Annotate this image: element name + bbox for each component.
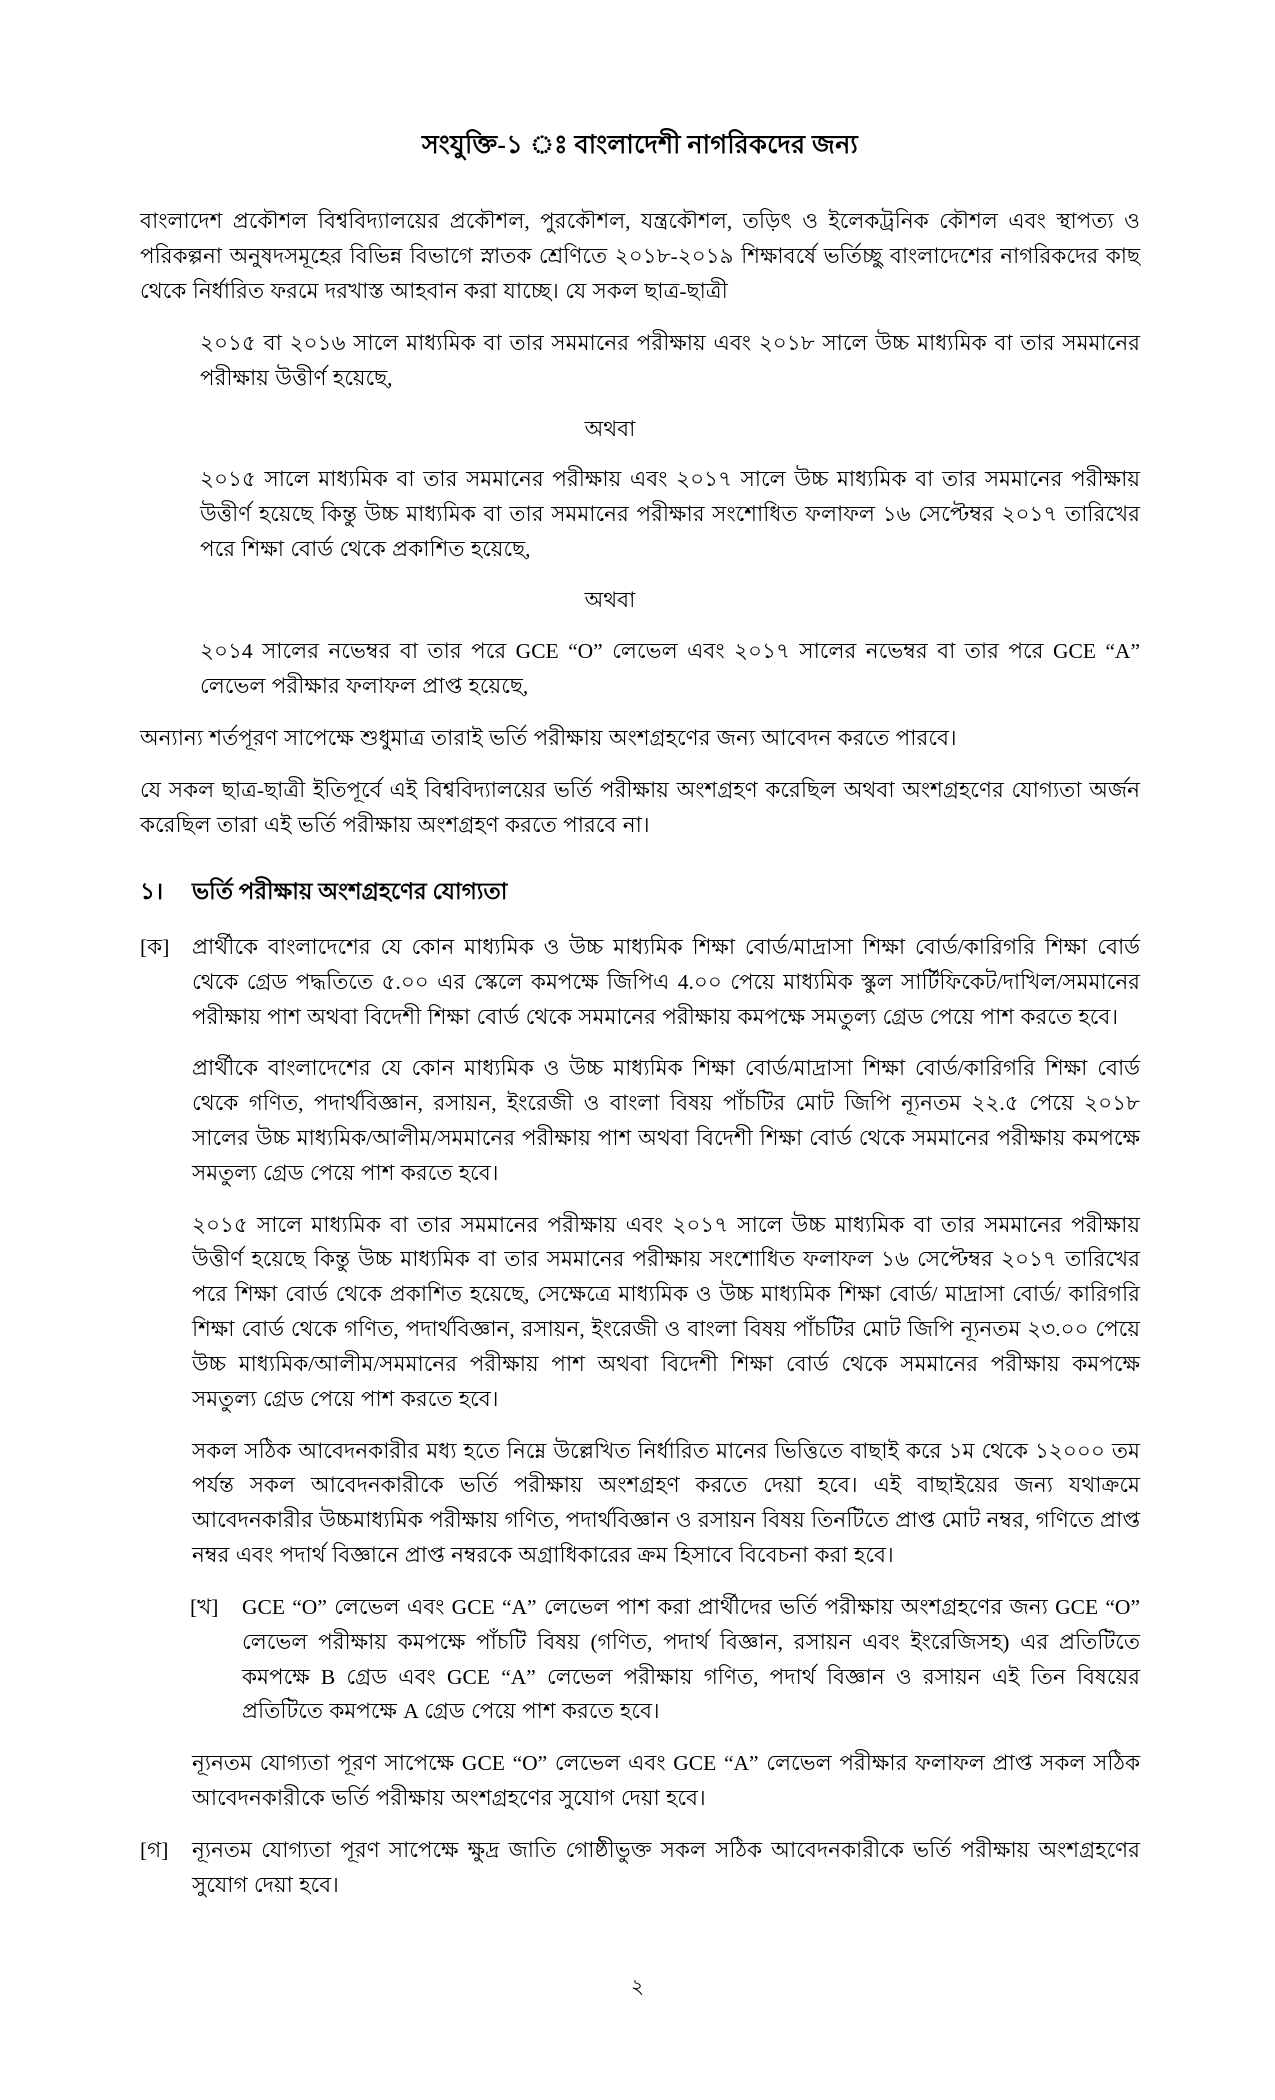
clause-ka-paragraph-4: সকল সঠিক আবেদনকারীর মধ্য হতে নিম্নে উল্লেখিত নির্ধারিত মানের ভিত্তিতে বাছাই করে ১ম থেকে ১২০০০ তম পর্যন্ত সকল আবেদনকারীকে ভর্তি পরীক্ষায় অংশগ্রহণ করতে দেয়া হবে। এই বাছাইয়ের জন্য যথাক্রমে আবেদনকারীর উচ্চমাধ্যমিক পরীক্ষায় গণিত, পদার্থবিজ্ঞান ও রসায়ন বিষয় তিনটিতে প্রাপ্ত মোট নম্বর, গণিতে প্রাপ্ত নম্বর এবং পদার্থ বিজ্ঞানে প্রাপ্ত নম্বরকে অগ্রাধিকারের ক্রম হিসাবে বিবেচনা করা হবে। — [192, 1438, 1141, 1568]
section-1-heading — [140, 873, 1140, 912]
clause-kha-follow-up: ন্যূনতম যোগ্যতা পূরণ সাপেক্ষে GCE “O” লেভেল এবং GCE “A” লেভেল পরীক্ষার ফলাফল প্রাপ্ত সকল সঠিক আবেদনকারীকে ভর্তি পরীক্ষায় অংশগ্রহণের সুযোগ দেয়া হবে। — [192, 1751, 1140, 1811]
clause-ka-paragraph-1: প্রার্থীকে বাংলাদেশের যে কোন মাধ্যমিক ও উচ্চ মাধ্যমিক শিক্ষা বোর্ড/মাদ্রাসা শিক্ষা বোর্ড/কারিগরি শিক্ষা বোর্ড থেকে গ্রেড পদ্ধতিতে ৫.০০ এর স্কেলে কমপক্ষে জিপিএ 4.০০ পেয়ে মাধ্যমিক স্কুল সার্টিফিকেট/দাখিল/সমমানের পরীক্ষায় পাশ অথবা বিদেশী শিক্ষা বোর্ড থেকে সমমানের পরীক্ষায় কমপক্ষে সমতুল্য গ্রেড পেয়ে পাশ করতে হবে। — [192, 934, 1140, 1029]
eligibility-conditions-block — [200, 326, 1140, 703]
clause-ga-paragraph: ন্যূনতম যোগ্যতা পূরণ সাপেক্ষে ক্ষুদ্র জাতি গোষ্ঠীভুক্ত সকল সঠিক আবেদনকারীকে ভর্তি পরীক্ষায় অংশগ্রহণের সুযোগ দেয়া হবে। — [192, 1837, 1140, 1897]
page-title: সংযুক্তি-১ ঃ বাংলাদেশী নাগরিকদের জন্য — [421, 130, 859, 159]
section-1-heading-text: ভর্তি পরীক্ষায় অংশগ্রহণের যোগ্যতা — [192, 878, 508, 904]
or-separator-1: অথবা — [584, 416, 636, 441]
intro-paragraph: বাংলাদেশ প্রকৌশল বিশ্ববিদ্যালয়ের প্রকৌশল, পুরকৌশল, যন্ত্রকৌশল, তড়িৎ ও ইলেকট্রনিক কৌশল এবং স্থাপত্য ও পরিকল্পনা অনুষদসমূহের বিভিন্ন বিভাগে স্নাতক শ্রেণিতে ২০১৮-২০১৯ শিক্ষাবর্ষে ভর্তিচ্ছু বাংলাদেশের নাগরিকদের কাছ থেকে নির্ধারিত ফরমে দরখাস্ত আহবান করা যাচ্ছে। যে সকল ছাত্র-ছাত্রী — [140, 209, 1140, 304]
clause-ka-paragraph-3: ২০১৫ সালে মাধ্যমিক বা তার সমমানের পরীক্ষায় এবং ২০১৭ সালে উচ্চ মাধ্যমিক বা তার সমমানের পরীক্ষায় উত্তীর্ণ হয়েছে কিন্তু উচ্চ মাধ্যমিক বা তার সমমানের পরীক্ষায় সংশোধিত ফলাফল ১৬ সেপ্টেম্বর ২০১৭ তারিখের পরে শিক্ষা বোর্ড থেকে প্রকাশিত হয়েছে, সেক্ষেত্রে মাধ্যমিক ও উচ্চ মাধ্যমিক শিক্ষা বোর্ড/ মাদ্রাসা বোর্ড/ কারিগরি শিক্ষা বোর্ড থেকে গণিত, পদার্থবিজ্ঞান, রসায়ন, ইংরেজী ও বাংলা বিষয় পাঁচটির মোট জিপি ন্যূনতম ২৩.০০ পেয়ে উচ্চ মাধ্যমিক/আলীম/সমমানের পরীক্ষায় পাশ অথবা বিদেশী শিক্ষা বোর্ড থেকে সমমানের পরীক্ষায় কমপক্ষে সমতুল্য গ্রেড পেয়ে পাশ করতে হবে। — [192, 1212, 1140, 1411]
clause-ka-body — [192, 930, 1140, 1573]
condition-item-2: ২০১৫ সালে মাধ্যমিক বা তার সমমানের পরীক্ষায় এবং ২০১৭ সালে উচ্চ মাধ্যমিক বা তার সমমানের পরীক্ষায় উত্তীর্ণ হয়েছে কিন্তু উচ্চ মাধ্যমিক বা তার সমমানের পরীক্ষার সংশোধিত ফলাফল ১৬ সেপ্টেম্বর ২০১৭ তারিখের পরে শিক্ষা বোর্ড থেকে প্রকাশিত হয়েছে, — [200, 467, 1140, 562]
clause-ka-paragraph-2: প্রার্থীকে বাংলাদেশের যে কোন মাধ্যমিক ও উচ্চ মাধ্যমিক শিক্ষা বোর্ড/মাদ্রাসা শিক্ষা বোর্ড/কারিগরি শিক্ষা বোর্ড থেকে গণিত, পদার্থবিজ্ঞান, রসায়ন, ইংরেজী ও বাংলা বিষয় পাঁচটির মোট জিপি ন্যূনতম ২২.৫ পেয়ে ২০১৮ সালের উচ্চ মাধ্যমিক/আলীম/সমমানের পরীক্ষায় পাশ অথবা বিদেশী শিক্ষা বোর্ড থেকে সমমানের পরীক্ষায় কমপক্ষে সমতুল্য গ্রেড পেয়ে পাশ করতে হবে। — [192, 1056, 1140, 1185]
condition-item-3: ২০১4 সালের নভেম্বর বা তার পরে GCE “O” লেভেল এবং ২০১৭ সালের নভেম্বর বা তার পরে GCE “A” লেভেল পরীক্ষার ফলাফল প্রাপ্ত হয়েছে, — [200, 638, 1140, 698]
clause-ga-body — [192, 1833, 1140, 1903]
page-content — [140, 128, 1140, 1920]
page-number: ২ — [630, 1976, 644, 1998]
clause-ga-marker: [গ] — [140, 1837, 169, 1862]
condition-item-1: ২০১৫ বা ২০১৬ সালে মাধ্যমিক বা তার সমমানের পরীক্ষায় এবং ২০১৮ সালে উচ্চ মাধ্যমিক বা তার সমমানের পরীক্ষায় উত্তীর্ণ হয়েছে, — [200, 330, 1140, 390]
or-separator-2: অথবা — [584, 587, 636, 612]
post-condition-paragraph-2: যে সকল ছাত্র-ছাত্রী ইতিপূর্বে এই বিশ্ববিদ্যালয়ের ভর্তি পরীক্ষায় অংশগ্রহণ করেছিল অথবা অংশগ্রহণের যোগ্যতা অর্জন করেছিল তারা এই ভর্তি পরীক্ষায় অংশগ্রহণ করতে পারবে না। — [140, 778, 1140, 838]
post-condition-paragraph-1: অন্যান্য শর্তপূরণ সাপেক্ষে শুধুমাত্র তারাই ভর্তি পরীক্ষায় অংশগ্রহণের জন্য আবেদন করতে পারবে। — [140, 726, 957, 751]
clause-ka-marker: [ক] — [140, 934, 170, 959]
clause-ka — [140, 930, 1140, 1573]
clause-kha-paragraph: GCE “O” লেভেল এবং GCE “A” লেভেল পাশ করা প্রার্থীদের ভর্তি পরীক্ষায় অংশগ্রহণের জন্য GCE “O” লেভেল পরীক্ষায় কমপক্ষে পাঁচটি বিষয় (গণিত, পদার্থ বিজ্ঞান, রসায়ন এবং ইংরেজিসহ) এর প্রতিটিতে কমপক্ষে B গ্রেড এবং GCE “A” লেভেল পরীক্ষায় গণিত, পদার্থ বিজ্ঞান ও রসায়ন এই তিন বিষয়ের প্রতিটিতে কমপক্ষে A গ্রেড পেয়ে পাশ করতে হবে। — [242, 1594, 1140, 1724]
clause-kha-body — [242, 1590, 1140, 1729]
section-1-number: ১। — [140, 878, 164, 904]
clause-kha — [190, 1590, 1140, 1729]
clause-ga — [140, 1833, 1140, 1903]
clause-kha-marker: [খ] — [190, 1594, 219, 1619]
